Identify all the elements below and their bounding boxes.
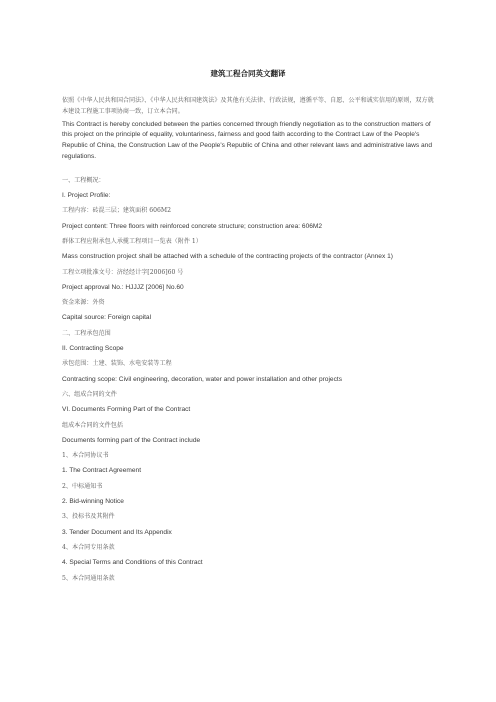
paragraph: II. Contracting Scope	[62, 345, 124, 353]
paragraph: 工程立项批准文号：济经经计字[2006]60 号	[62, 268, 184, 276]
paragraph: 4、本合同专用条款	[62, 543, 115, 551]
document-body	[62, 96, 434, 589]
paragraph: 承包范围：土建、装饰、水电安装等工程	[62, 360, 172, 368]
document-title: 建筑工程合同英文翻译	[210, 69, 286, 78]
paragraph: 5、本合同通用条款	[62, 574, 115, 582]
paragraph: 资金来源：外资	[62, 299, 105, 307]
paragraph: 1. The Contract Agreement	[62, 467, 142, 475]
paragraph: Project approval No.: HJJJZ [2006] No.60	[62, 283, 184, 291]
paragraph: 二、工程承包范围	[62, 329, 111, 337]
paragraph: 一、工程概况：	[62, 176, 105, 184]
paragraph: This Contract is hereby concluded between the parties concerned through friendly negotiation as to the construction matters of this project on the principle of equality, voluntariness, fairness and good faith according to the Contract Law of the People's Republic of China, the Construction Law of the People's Republic of China and other relevant laws and administrative laws and regulations.	[62, 120, 432, 160]
paragraph: Capital source: Foreign capital	[62, 314, 152, 322]
paragraph: 工程内容：砖混三层；建筑面积 606M2	[62, 207, 171, 215]
paragraph: 2、中标通知书	[62, 482, 103, 490]
paragraph: Contracting scope: Civil engineering, decoration, water and power installation and other projects	[62, 375, 343, 383]
paragraph: 1、本合同协议书	[62, 452, 109, 460]
paragraph: Project content: Three floors with reinforced concrete structure; construction area: 606M2	[62, 222, 323, 230]
paragraph: Documents forming part of the Contract include	[62, 436, 201, 444]
paragraph: 六、组成合同的文件	[62, 390, 117, 398]
paragraph: 3. Tender Document and Its Appendix	[62, 528, 172, 536]
paragraph: I. Project Profile:	[62, 192, 111, 200]
paragraph: 依照《中华人民共和国合同法》、《中华人民共和国建筑法》及其他有关法律、行政法规，遵循平等、自愿、公平和诚实信用的原则，双方就本建设工程施工事项协商一致，订立本合同。	[62, 97, 434, 115]
paragraph: VI. Documents Forming Part of the Contract	[62, 406, 191, 414]
paragraph: Mass construction project shall be attached with a schedule of the contracting projects of the contractor (Annex 1)	[62, 253, 393, 261]
paragraph: 4. Special Terms and Conditions of this Contract	[62, 559, 203, 567]
paragraph: 2. Bid-winning Notice	[62, 498, 124, 506]
paragraph: 组成本合同的文件包括	[62, 421, 123, 429]
paragraph: 群体工程应附承包人承揽工程项目一览表（附件 1）	[62, 237, 202, 245]
paragraph: 3、投标书及其附件	[62, 513, 115, 521]
